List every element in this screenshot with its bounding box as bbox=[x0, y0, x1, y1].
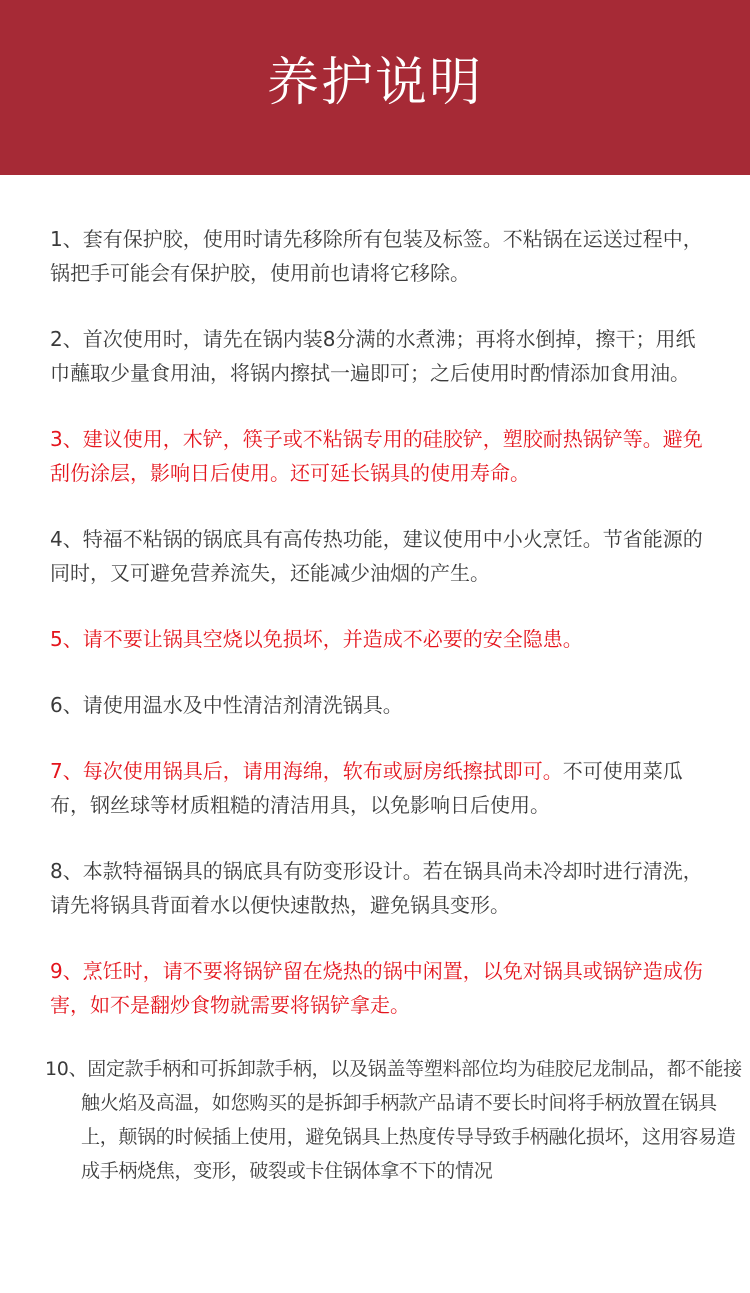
instruction-item-7-highlight: 7、每次使用锅具后，请用海绵，软布或厨房纸擦拭即可。 bbox=[50, 759, 563, 783]
instruction-item-8: 8、本款特福锅具的锅底具有防变形设计。若在锅具尚未冷却时进行清洗，请先将锅具背面着水以便快速散热，避免锅具变形。 bbox=[50, 859, 703, 917]
header-banner bbox=[0, 0, 750, 175]
instruction-item-7 bbox=[50, 754, 710, 822]
instruction-item-5: 5、请不要让锅具空烧以免损坏，并造成不必要的安全隐患。 bbox=[50, 627, 583, 651]
instruction-item-2: 2、首次使用时，请先在锅内装8分满的水煮沸；再将水倒掉，擦干；用纸巾蘸取少量食用油，将锅内擦拭一遍即可；之后使用时酌情添加食用油。 bbox=[50, 327, 696, 385]
care-instructions bbox=[45, 222, 742, 1188]
page-title: 养护说明 bbox=[266, 52, 483, 113]
instruction-item-10: 10、固定款手柄和可拆卸款手柄，以及锅盖等塑料部位均为硅胶尼龙制品，都不能接触火焰及高温，如您购买的是拆卸手柄款产品请不要长时间将手柄放置在锅具上，颠锅的时候插上使用，避免锅具上热度传导导致手柄融化损坏，这用容易造成手柄烧焦，变形，破裂或卡住锅体拿不下的情况 bbox=[45, 1058, 742, 1182]
instruction-item-6: 6、请使用温水及中性清洁剂清洗锅具。 bbox=[50, 693, 403, 717]
instruction-item-7-rest: 不可使用菜瓜布，钢丝球等材质粗糙的清洁用具，以免影响日后使用。 bbox=[50, 759, 683, 817]
instruction-item-9: 9、烹饪时，请不要将锅铲留在烧热的锅中闲置，以免对锅具或锅铲造成伤害，如不是翻炒食物就需要将锅铲拿走。 bbox=[50, 959, 703, 1017]
instruction-item-3: 3、建议使用，木铲，筷子或不粘锅专用的硅胶铲，塑胶耐热锅铲等。避免刮伤涂层，影响日后使用。还可延长锅具的使用寿命。 bbox=[50, 427, 703, 485]
instruction-item-1: 1、套有保护胶，使用时请先移除所有包装及标签。不粘锅在运送过程中，锅把手可能会有保护胶，使用前也请将它移除。 bbox=[50, 227, 703, 285]
instruction-item-4: 4、特福不粘锅的锅底具有高传热功能，建议使用中小火烹饪。节省能源的同时，又可避免营养流失，还能减少油烟的产生。 bbox=[50, 527, 703, 585]
